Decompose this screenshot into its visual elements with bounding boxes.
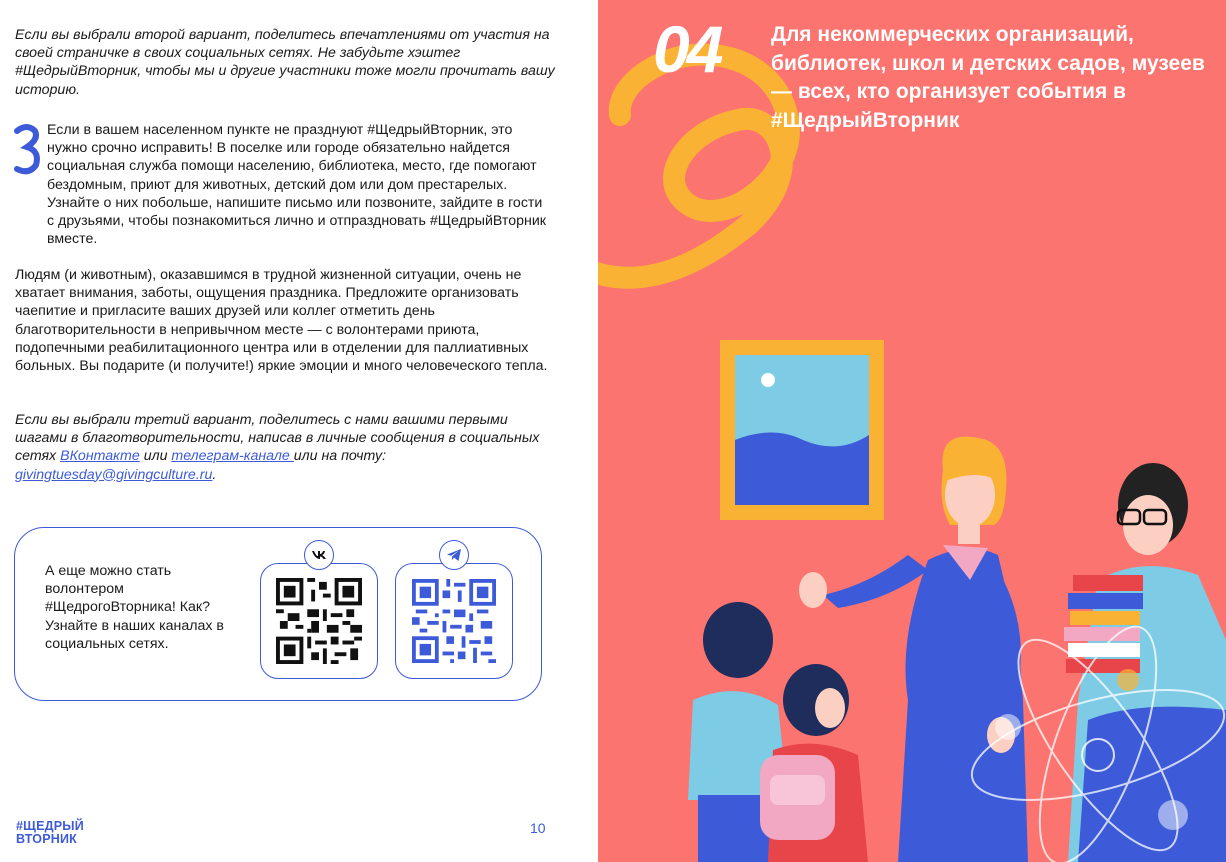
share-text-start: Если вы выбрали третий вариант, поделитесь с нами вашими первыми шагами в благотворительности, написав в личные сообщения в социальных сетях (15, 412, 540, 465)
logo-line-2: ВТОРНИК (16, 832, 77, 846)
page-number: 10 (530, 820, 546, 836)
care-paragraph: Людям (и животным), оказавшимся в трудной жизненной ситуации, очень не хватает внимания, заботы, ощущения праздника. Предложите организовать чаепитие и пригласите ваших друзей или коллег отметить день благотворительности в непривычном месте — с волонтерами приюта, подопечными реабилитационного центра или в отделении для паллиативных больных. Вы подарите (и получите!) яркие эмоции и много человеческого тепла. (15, 267, 548, 375)
step-3-number (13, 121, 41, 181)
telegram-link[interactable]: телеграм-канале (171, 448, 294, 465)
yellow-swirl (598, 54, 789, 277)
girl-figure (760, 664, 868, 862)
volunteer-text: А еще можно стать волонтером #ЩедрогоВторника! Как? Узнайте в наших каналах в социальных сетях. (45, 563, 224, 652)
left-page (0, 0, 598, 862)
telegram-logo-icon (446, 548, 462, 562)
telegram-qr-card[interactable] (395, 563, 513, 679)
email-link[interactable]: givingtuesday@givingculture.ru (15, 466, 213, 483)
right-page (598, 0, 1226, 862)
vk-qr-card[interactable] (260, 563, 378, 679)
brand-logo (16, 820, 84, 846)
telegram-qr-code[interactable] (411, 579, 497, 663)
vk-logo-icon (311, 550, 327, 560)
share-text-or: или (139, 448, 172, 465)
logo-line-1: #ЩЕДРЫЙ (16, 819, 84, 833)
share-text-end: . (212, 466, 217, 483)
vk-link[interactable]: ВКонтакте (60, 448, 140, 465)
section-headline: Для некоммерческих организаций, библиотек, школ и детских садов, музеев — всех, кто организует события в #ЩедрыйВторник (771, 23, 1205, 132)
telegram-icon[interactable] (439, 540, 469, 570)
vk-icon[interactable] (304, 540, 334, 570)
share-text-mail: или на почту: (293, 448, 387, 465)
section-number: 04 (653, 12, 721, 86)
intro-paragraph: Если вы выбрали второй вариант, поделитесь впечатлениями от участия на своей страничке в своих социальных сетях. Не забудьте хэштег #ЩедрыйВторник, чтобы мы и другие участники тоже могли прочитать вашу историю. (15, 27, 555, 98)
wall-painting (720, 340, 884, 520)
vk-qr-code[interactable] (275, 578, 363, 664)
step-3-text: Если в вашем населенном пункте не празднуют #ЩедрыйВторник, это нужно срочно исправить! В поселке или городе обязательно найдется социальная служба помощи населению, библиотека, место, где помогают бездомным, приют для животных, детский дом или дом престарелых. Узнайте о них побольше, напишите письмо или позвоните, зайдите в гости с друзьями, чтобы познакомиться лично и отпраздновать #ЩедрыйВторник вместе. (47, 122, 546, 248)
share-paragraph (15, 411, 555, 484)
